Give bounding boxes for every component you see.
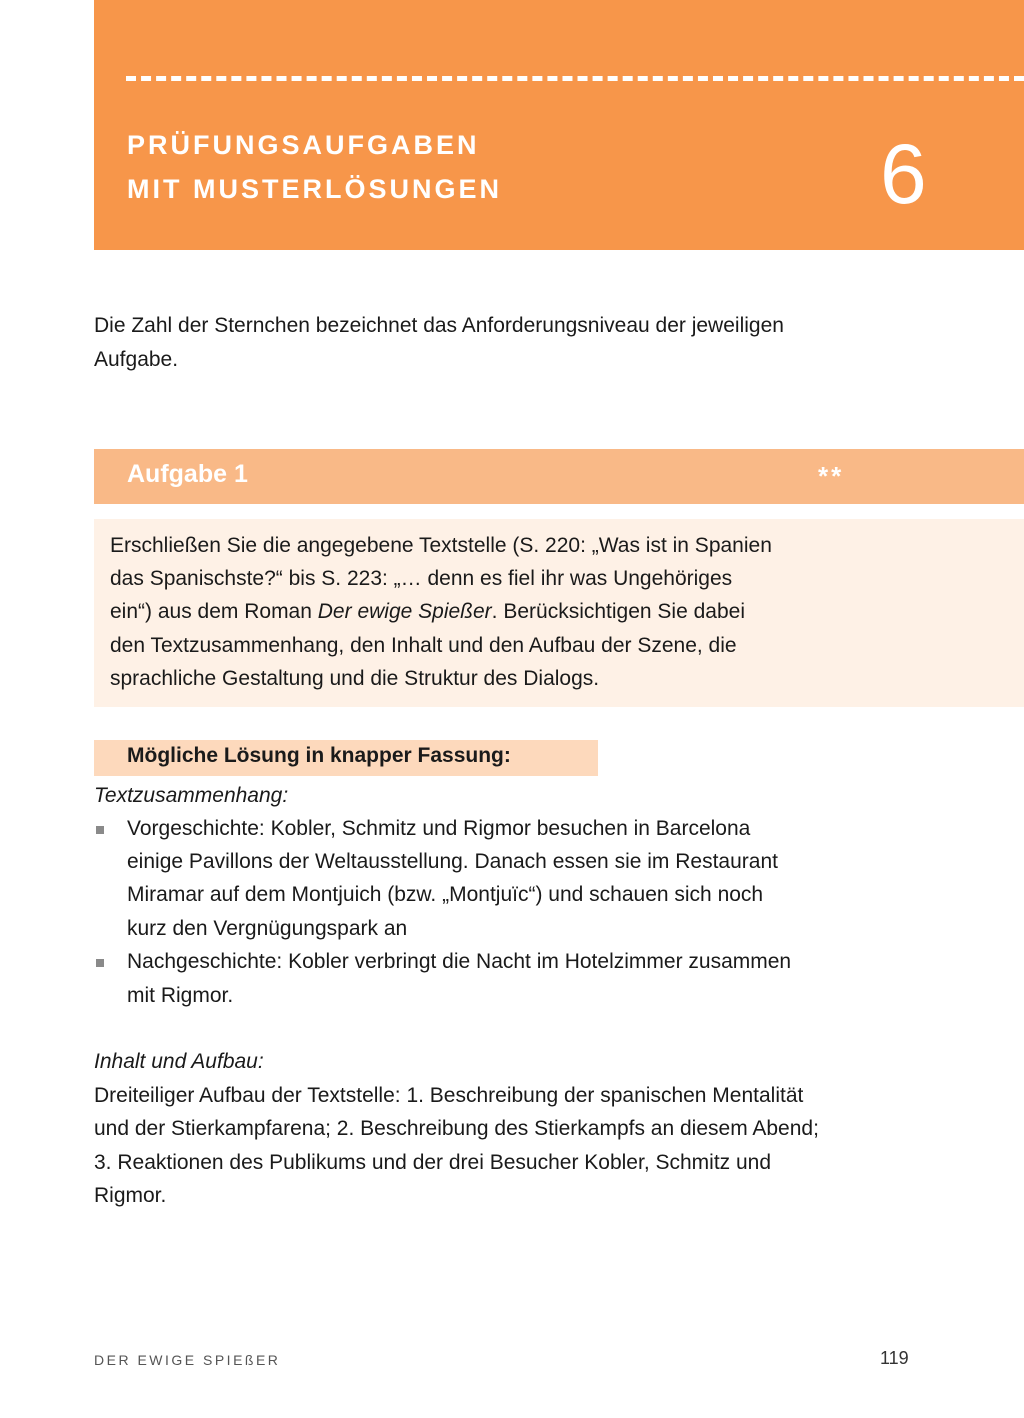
solution-label-text: Mögliche Lösung in knapper Fassung:: [127, 744, 511, 767]
solution-label: [94, 740, 598, 776]
bullet-line: Nachgeschichte: Kobler verbringt die Nacht im Hotelzimmer zusammen: [127, 950, 792, 973]
novel-title: Der ewige Spießer: [317, 600, 492, 623]
dashed-divider: [126, 76, 1024, 81]
bullet-line: mit Rigmor.: [127, 984, 234, 1007]
intro-line: Aufgabe.: [94, 348, 179, 371]
bullet-line: einige Pavillons der Weltausstellung. Danach essen sie im Restaurant: [127, 850, 778, 873]
paragraph-line: 3. Reaktionen des Publikums und der drei Besucher Kobler, Schmitz und: [94, 1151, 772, 1174]
section-title-content: Inhalt und Aufbau:: [94, 1050, 264, 1073]
bullet-icon: [96, 959, 104, 967]
bullet-line: Vorgeschichte: Kobler, Schmitz und Rigmor besuchen in Barcelona: [127, 817, 751, 840]
task-line: sprachliche Gestaltung und die Struktur des Dialogs.: [110, 667, 600, 690]
task-heading-bar: [94, 449, 1024, 504]
bullet-line: kurz den Vergnügungspark an: [127, 917, 408, 940]
page-number: 119: [880, 1348, 909, 1368]
chapter-title-line-2: MIT MUSTERLÖSUNGEN: [127, 174, 502, 204]
task-line: [110, 595, 745, 628]
task-line: das Spanischste?“ bis S. 223: „… denn es fiel ihr was Ungehöriges: [110, 567, 733, 590]
intro-line: Die Zahl der Sternchen bezeichnet das Anforderungsniveau der jeweiligen: [94, 314, 784, 337]
section-title-context: Textzusammenhang:: [94, 784, 289, 807]
footer-book-title: DER EWIGE SPIEßER: [94, 1352, 281, 1368]
chapter-header: [94, 0, 1024, 250]
difficulty-stars: **: [818, 461, 845, 491]
paragraph-line: Dreiteiliger Aufbau der Textstelle: 1. Beschreibung der spanischen Mentalität: [94, 1084, 804, 1107]
chapter-number: 6: [880, 127, 927, 221]
bullet-line: Miramar auf dem Montjuich (bzw. „Montjuïc“) und schauen sich noch: [127, 883, 764, 906]
chapter-title-line-1: PRÜFUNGSAUFGABEN: [127, 130, 480, 160]
bullet-icon: [96, 826, 104, 834]
task-line: Erschließen Sie die angegebene Textstelle (S. 220: „Was ist in Spanien: [110, 534, 772, 557]
task-description: [94, 519, 1024, 707]
paragraph-line: Rigmor.: [94, 1184, 167, 1207]
paragraph-line: und der Stierkampfarena; 2. Beschreibung des Stierkampfs an diesem Abend;: [94, 1117, 819, 1140]
task-line-text: ein“) aus dem Roman: [110, 600, 318, 623]
task-line: den Textzusammenhang, den Inhalt und den Aufbau der Szene, die: [110, 634, 737, 657]
task-line-text: . Berücksichtigen Sie dabei: [491, 600, 745, 623]
task-title: Aufgabe 1: [127, 460, 248, 488]
